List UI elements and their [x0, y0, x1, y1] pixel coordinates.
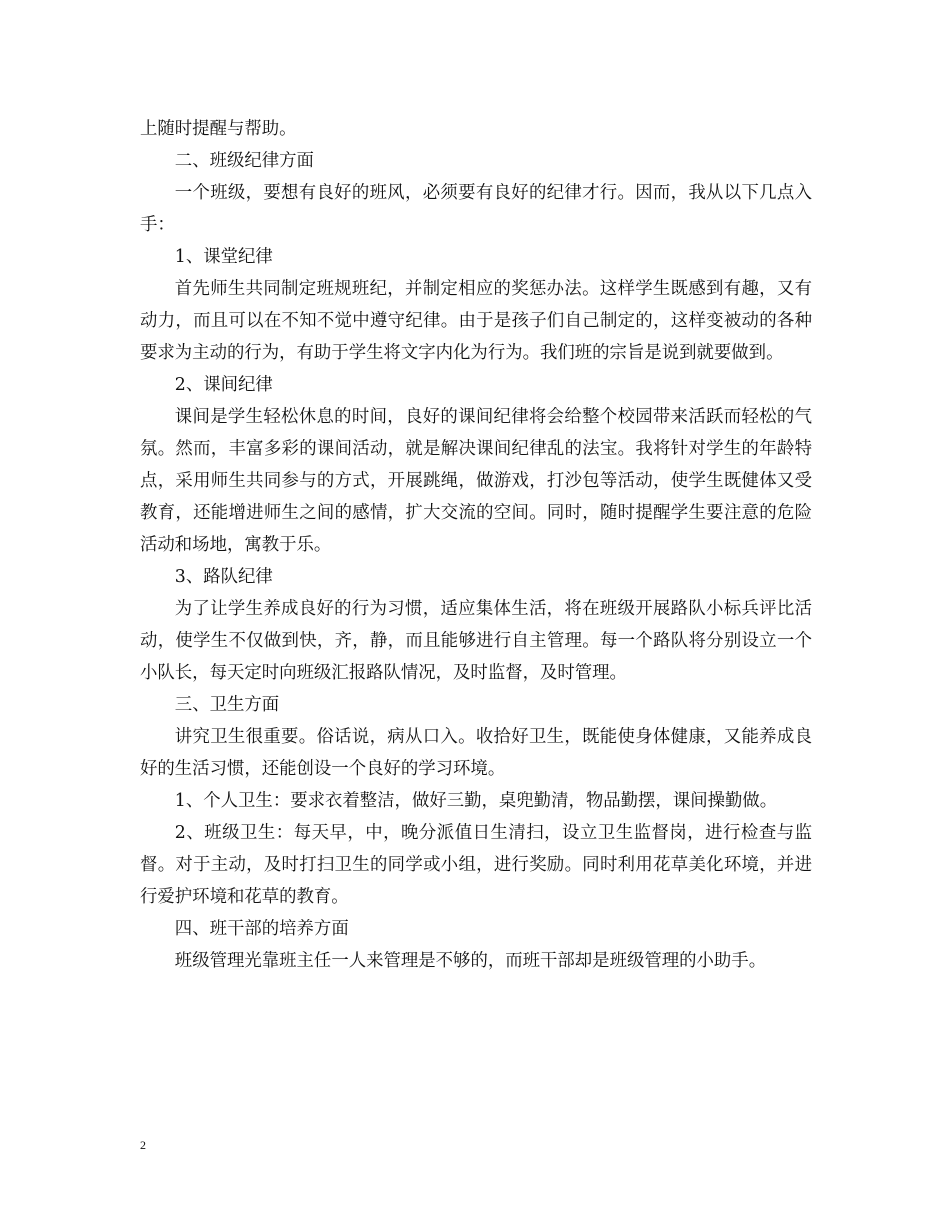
- paragraph: 课间是学生轻松休息的时间，良好的课间纪律将会给整个校园带来活跃而轻松的气氛。然而，丰富多彩的课间活动，就是解决课间纪律乱的法宝。我将针对学生的年龄特点，采用师生共同参与的方式，开展跳绳，做游戏，打沙包等活动，使学生既健体又受教育，还能增进师生之间的感情，扩大交流的空间。同时，随时提醒学生要注意的危险活动和场地，寓教于乐。: [140, 407, 812, 555]
- document-body: [140, 113, 812, 977]
- page-number: 2: [140, 1138, 146, 1152]
- paragraph: 一个班级，要想有良好的班风，必须要有良好的纪律才行。因而，我从以下几点入手：: [140, 183, 812, 235]
- paragraph: 2、班级卫生：每天早，中，晚分派值日生清扫，设立卫生监督岗，进行检查与监督。对于主动，及时打扫卫生的同学或小组，进行奖励。同时利用花草美化环境，并进行爱护环境和花草的教育。: [140, 823, 812, 907]
- subsection-heading: 1、课堂纪律: [174, 247, 273, 267]
- paragraph: 1、个人卫生：要求衣着整洁，做好三勤，桌兜勤清，物品勤摆，课间操勤做。: [174, 791, 778, 811]
- section-heading: 三、卫生方面: [174, 695, 280, 715]
- subsection-heading: 2、课间纪律: [174, 375, 273, 395]
- subsection-heading: 3、路队纪律: [174, 567, 273, 587]
- paragraph: 班级管理光靠班主任一人来管理是不够的，而班干部却是班级管理的小助手。: [174, 951, 767, 971]
- paragraph: 为了让学生养成良好的行为习惯，适应集体生活，将在班级开展路队小标兵评比活动，使学生不仅做到快，齐，静，而且能够进行自主管理。每一个路队将分别设立一个小队长，每天定时向班级汇报路队情况，及时监督，及时管理。: [140, 599, 812, 683]
- section-heading: 四、班干部的培养方面: [174, 919, 349, 939]
- paragraph: 首先师生共同制定班规班纪，并制定相应的奖惩办法。这样学生既感到有趣，又有动力，而且可以在不知不觉中遵守纪律。由于是孩子们自己制定的，这样变被动的各种要求为主动的行为，有助于学生将文字内化为行为。我们班的宗旨是说到就要做到。: [140, 279, 812, 363]
- paragraph: 上随时提醒与帮助。: [140, 119, 297, 139]
- paragraph: 讲究卫生很重要。俗话说，病从口入。收拾好卫生，既能使身体健康，又能养成良好的生活习惯，还能创设一个良好的学习环境。: [140, 727, 812, 779]
- section-heading: 二、班级纪律方面: [174, 151, 314, 171]
